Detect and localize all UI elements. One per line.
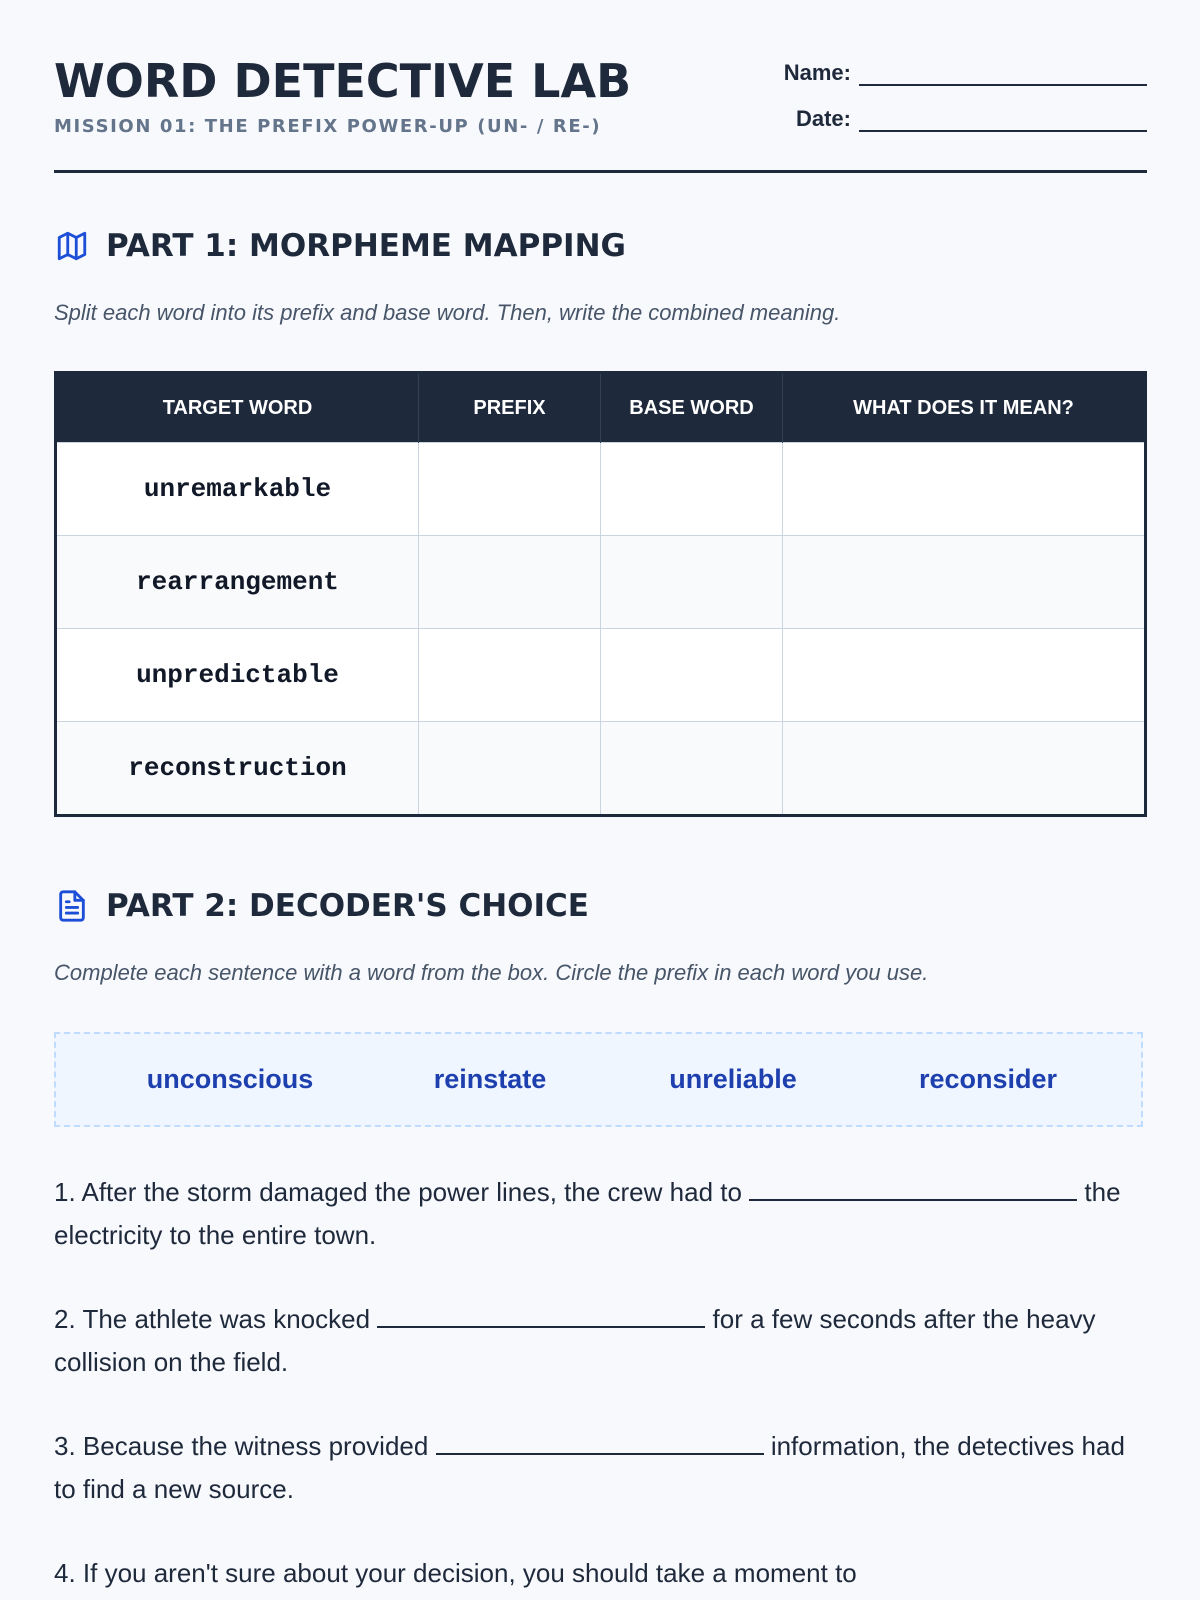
morpheme-table: [54, 371, 1147, 817]
sentence-item: [54, 1298, 1147, 1384]
target-word-cell: unpredictable: [56, 629, 419, 722]
sentence-item: [54, 1425, 1147, 1511]
sentence-item: [54, 1171, 1147, 1257]
sentence-text-before: 3. Because the witness provided: [54, 1431, 429, 1461]
meaning-answer-cell[interactable]: [783, 536, 1146, 629]
target-word-cell: rearrangement: [56, 536, 419, 629]
table-row: [56, 443, 1146, 536]
sentence-text-before: 2. The athlete was knocked: [54, 1304, 371, 1334]
table-row: [56, 536, 1146, 629]
map-icon: [54, 228, 90, 264]
date-field: [796, 106, 1147, 132]
document-icon: [54, 888, 90, 924]
base-word-answer-cell[interactable]: [601, 443, 783, 536]
column-header-base-word: BASE WORD: [601, 373, 783, 443]
worksheet-header: [54, 52, 1147, 173]
base-word-answer-cell[interactable]: [601, 722, 783, 816]
target-word-cell: reconstruction: [56, 722, 419, 816]
prefix-answer-cell[interactable]: [419, 443, 601, 536]
sentence-text-before: 1. After the storm damaged the power lines, the crew had to: [54, 1177, 742, 1207]
sentence-item: [54, 1552, 1147, 1595]
answer-blank[interactable]: [377, 1304, 705, 1328]
sentence-text-after: for a few seconds after the heavy collision on the field.: [54, 1304, 1096, 1377]
sentence-text-after: the electricity to the entire town.: [54, 1177, 1121, 1250]
column-header-meaning: WHAT DOES IT MEAN?: [783, 373, 1146, 443]
part2-instructions: Complete each sentence with a word from the box. Circle the prefix in each word you use.: [54, 960, 929, 985]
worksheet-page: [54, 0, 1147, 1600]
prefix-answer-cell[interactable]: [419, 536, 601, 629]
answer-blank[interactable]: [749, 1177, 1077, 1201]
base-word-answer-cell[interactable]: [601, 536, 783, 629]
name-label: Name:: [783, 60, 851, 85]
base-word-answer-cell[interactable]: [601, 629, 783, 722]
word-bank: [54, 1032, 1143, 1127]
meaning-answer-cell[interactable]: [783, 722, 1146, 816]
part2-heading: PART 2: DECODER'S CHOICE: [106, 888, 589, 924]
answer-blank[interactable]: [436, 1431, 764, 1455]
word-bank-item: unconscious: [146, 1064, 314, 1094]
page-subtitle: MISSION 01: THE PREFIX POWER-UP (UN- / RE-): [54, 116, 602, 137]
target-word-cell: unremarkable: [56, 443, 419, 536]
meaning-answer-cell[interactable]: [783, 629, 1146, 722]
column-header-target-word: TARGET WORD: [56, 373, 419, 443]
date-blank-line[interactable]: [859, 106, 1147, 132]
word-bank-item: reconsider: [918, 1064, 1058, 1094]
prefix-answer-cell[interactable]: [419, 629, 601, 722]
part1-heading: PART 1: MORPHEME MAPPING: [106, 228, 626, 264]
table-row: [56, 629, 1146, 722]
page-title: WORD DETECTIVE LAB: [54, 54, 632, 108]
name-blank-line[interactable]: [859, 60, 1147, 86]
name-field: [784, 60, 1147, 86]
table-row: [56, 722, 1146, 816]
part1-instructions: Split each word into its prefix and base word. Then, write the combined meaning.: [54, 300, 841, 325]
sentence-text-after: information, the detectives had to find a new source.: [54, 1431, 1125, 1504]
word-bank-item: unreliable: [669, 1064, 797, 1094]
part2-heading-row: [54, 888, 589, 924]
prefix-answer-cell[interactable]: [419, 722, 601, 816]
sentence-text-before: 4. If you aren't sure about your decision, you should take a moment to: [54, 1558, 857, 1588]
meaning-answer-cell[interactable]: [783, 443, 1146, 536]
table-header-row: [56, 373, 1146, 443]
word-bank-item: reinstate: [433, 1064, 547, 1094]
date-label: Date:: [795, 106, 851, 131]
part1-heading-row: [54, 228, 626, 264]
column-header-prefix: PREFIX: [419, 373, 601, 443]
